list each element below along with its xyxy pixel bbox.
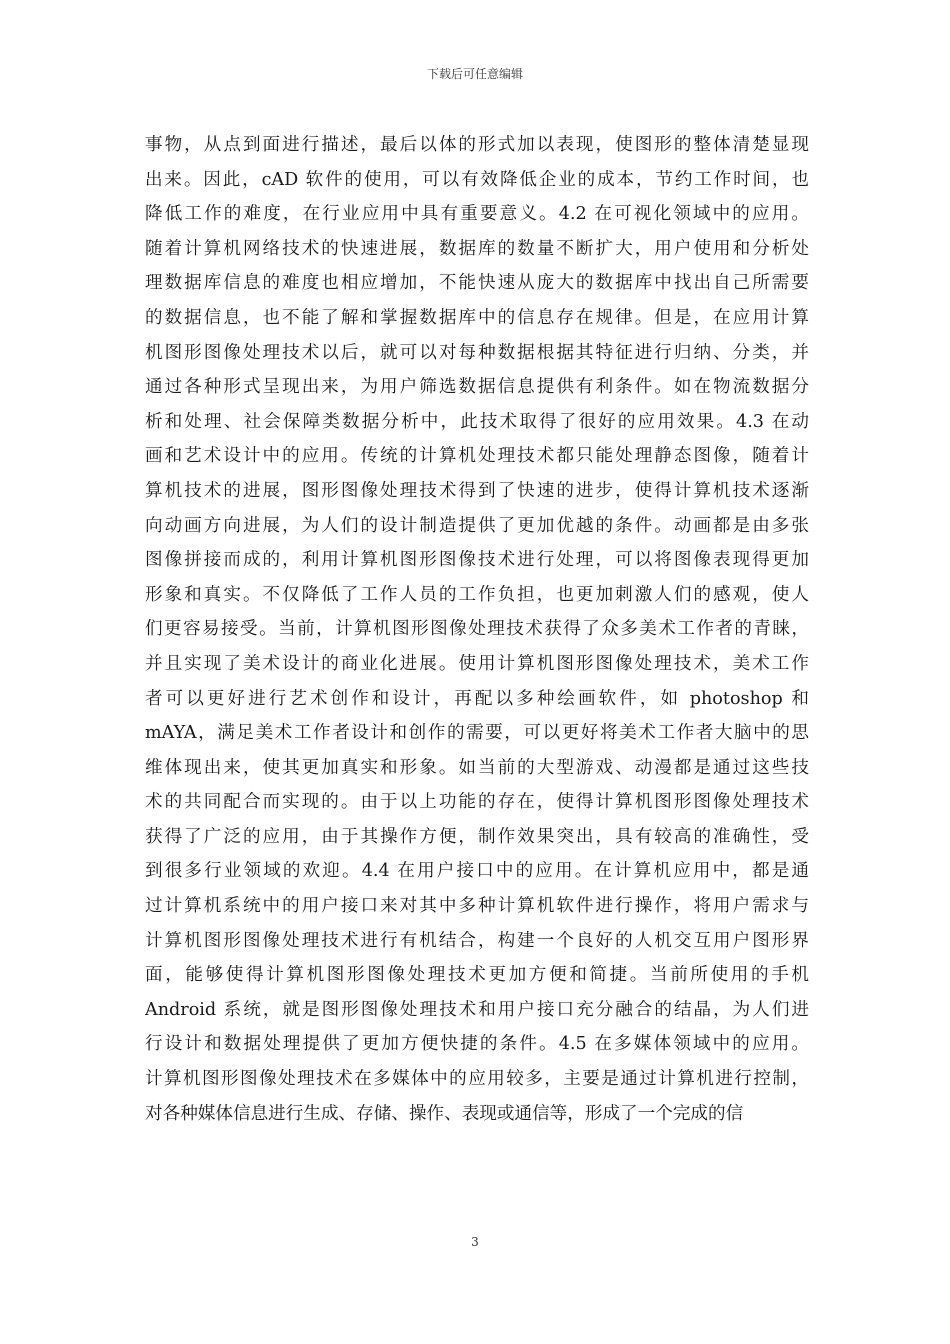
text-line: 获得了广泛的应用，由于其操作方便，制作效果突出，具有较高的准确性，受: [145, 826, 809, 847]
text-line: 形象和真实。不仅降低了工作人员的工作负担，也更加刺激人们的感观，使人: [145, 584, 809, 605]
body-text: [145, 128, 809, 1131]
text-line: 者可以更好进行艺术创作和设计，再配以多种绘画软件，如 photoshop 和: [145, 688, 809, 709]
text-line: 出来。因此，cAD 软件的使用，可以有效降低企业的成本，节约工作时间，也: [145, 169, 809, 190]
text-line: 计算机图形图像处理技术进行有机结合，构建一个良好的人机交互用户图形界: [145, 930, 809, 951]
text-line: 维体现出来，使其更加真实和形象。如当前的大型游戏、动漫都是通过这些技: [145, 757, 809, 778]
text-line: 对各种媒体信息进行生成、存储、操作、表现或通信等，形成了一个完成的信: [145, 1103, 744, 1124]
text-line: 们更容易接受。当前，计算机图形图像处理技术获得了众多美术工作者的青睐，: [145, 619, 809, 640]
text-line: 析和处理、社会保障类数据分析中，此技术取得了很好的应用效果。4.3 在动: [145, 411, 809, 432]
text-line: mAYA，满足美术工作者设计和创作的需要，可以更好将美术工作者大脑中的思: [145, 723, 809, 744]
text-line: 面，能够使得计算机图形图像处理技术更加方便和简捷。当前所使用的手机: [145, 965, 809, 986]
text-line: 向动画方向进展，为人们的设计制造提供了更加优越的条件。动画都是由多张: [145, 515, 809, 536]
page-header: 下载后可任意编辑: [426, 67, 523, 81]
text-line: 事物，从点到面进行描述，最后以体的形式加以表现，使图形的整体清楚显现: [145, 135, 809, 155]
text-line: 术的共同配合而实现的。由于以上功能的存在，使得计算机图形图像处理技术: [145, 792, 809, 813]
text-line: 行设计和数据处理提供了更加方便快捷的条件。4.5 在多媒体领域中的应用。: [145, 1034, 809, 1055]
text-line: 到很多行业领域的欢迎。4.4 在用户接口中的应用。在计算机应用中，都是通: [145, 861, 809, 882]
text-line: 并且实现了美术设计的商业化进展。使用计算机图形图像处理技术，美术工作: [145, 653, 809, 674]
text-line: 画和艺术设计中的应用。传统的计算机处理技术都只能处理静态图像，随着计: [145, 446, 809, 467]
text-line: Android 系统，就是图形图像处理技术和用户接口充分融合的结晶，为人们进: [145, 999, 809, 1020]
text-line: 通过各种形式呈现出来，为用户筛选数据信息提供有利条件。如在物流数据分: [145, 377, 809, 398]
text-line: 的数据信息，也不能了解和掌握数据库中的信息存在规律。但是，在应用计算: [145, 307, 809, 328]
text-line: 图像拼接而成的，利用计算机图形图像技术进行处理，可以将图像表现得更加: [145, 550, 809, 571]
text-line: 降低工作的难度，在行业应用中具有重要意义。4.2 在可视化领域中的应用。: [145, 204, 809, 225]
page-number: 3: [471, 1235, 479, 1249]
text-line: 机图形图像处理技术以后，就可以对每种数据根据其特征进行归纳、分类，并: [145, 342, 809, 363]
text-line: 随着计算机网络技术的快速进展，数据库的数量不断扩大，用户使用和分析处: [145, 238, 809, 259]
text-line: 理数据库信息的难度也相应增加，不能快速从庞大的数据库中找出自己所需要: [145, 273, 809, 294]
text-line: 过计算机系统中的用户接口来对其中多种计算机软件进行操作，将用户需求与: [145, 896, 809, 917]
text-line: 计算机图形图像处理技术在多媒体中的应用较多，主要是通过计算机进行控制，: [145, 1069, 809, 1090]
text-line: 算机技术的进展，图形图像处理技术得到了快速的进步，使得计算机技术逐渐: [145, 480, 809, 501]
